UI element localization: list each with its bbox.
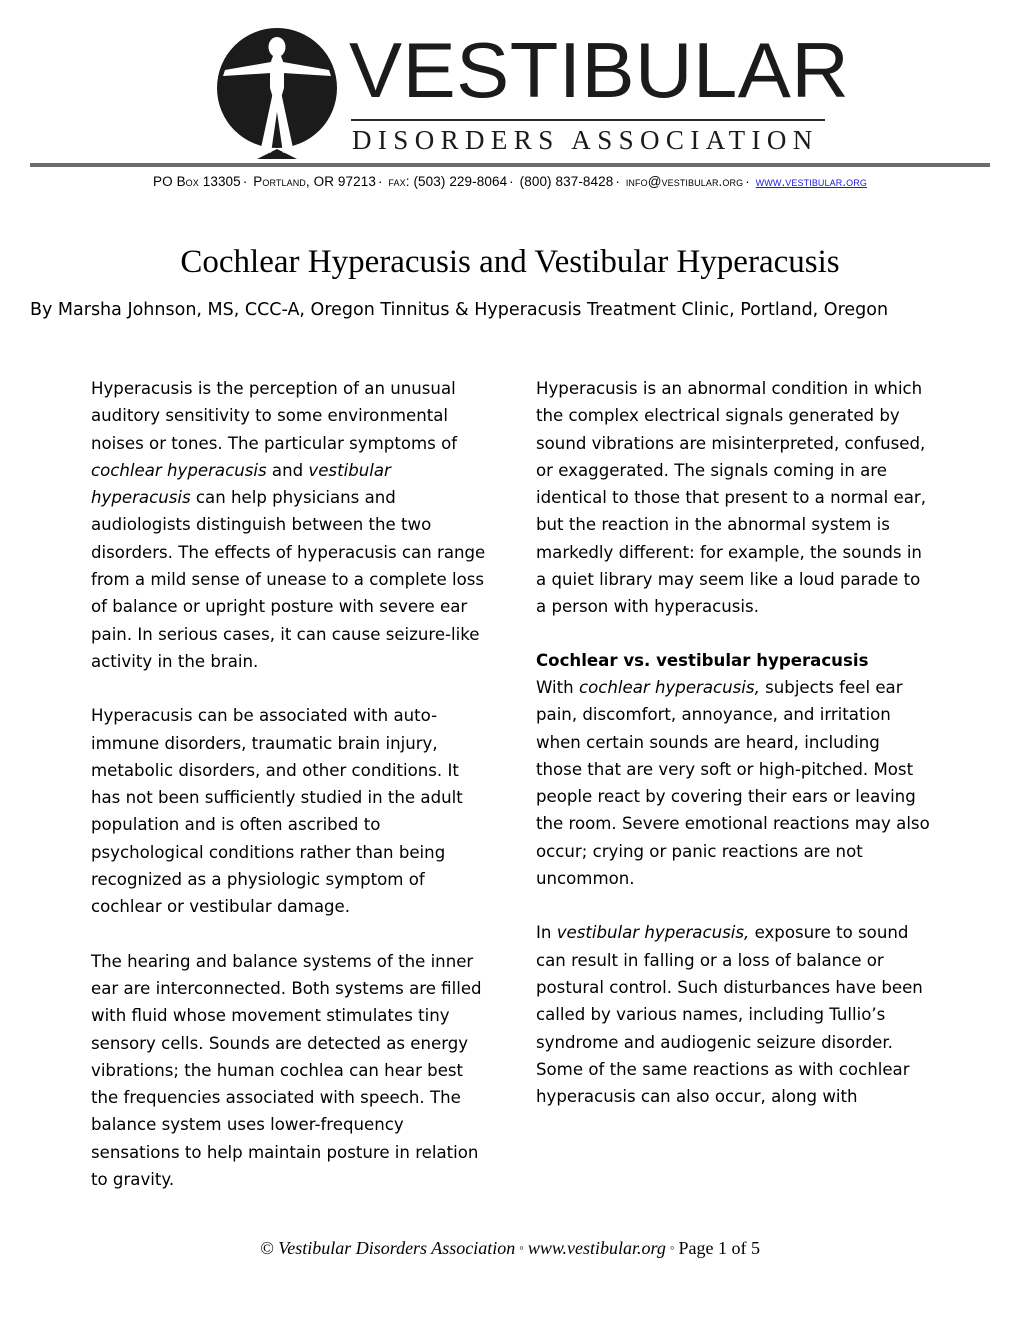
page-title: Cochlear Hyperacusis and Vestibular Hyperacusis <box>180 244 840 281</box>
wordmark-divider <box>351 119 825 121</box>
body-paragraph: Hyperacusis is the perception of an unusual auditory sensitivity to some environmental noises or tones. The particular symptoms of cochlear hyperacusis and vestibular hyperacusis can help physicians and audiologists distinguish between the two disorders. The effects of hyperacusis can range from a mild sense of unease to a complete loss of balance or upright posture with severe ear pain. In serious cases, it can cause seizure-like activity in the brain. <box>91 379 486 671</box>
city-state-zip-text: Portland, OR 97213 <box>253 174 376 189</box>
footer-website: www.vestibular.org <box>527 1238 666 1258</box>
vestibular-figure-logo-icon <box>213 26 341 160</box>
vda-wordmark <box>349 24 850 156</box>
body-paragraph: The hearing and balance systems of the inner ear are interconnected. Both systems are filled with fluid whose movement stimulates tiny sensory cells. Sounds are detected as energy vibrations; the human cochlea can hear best the frequencies associated with speech. The balance system uses lower-frequency sensations to help maintain posture in relation to gravity. <box>91 951 482 1190</box>
page-number-label: Page 1 of 5 <box>678 1238 760 1258</box>
footer-separator: ◦ <box>669 1240 675 1255</box>
page-footer <box>0 1238 1020 1259</box>
body-paragraph: In vestibular hyperacusis, exposure to sound can result in falling or a loss of balance or postural control. Such disturbances have been called by various names, including Tullio’s syndrome and audiogenic seizure disorder. Some of the same reactions as with cochlear hyperacusis can also occur, along with <box>536 923 923 1107</box>
organization-contact-line <box>0 174 1020 189</box>
section-heading: Cochlear vs. vestibular hyperacusis <box>536 650 869 670</box>
page-masthead <box>0 0 1020 160</box>
vda-logo <box>213 26 850 160</box>
separator-dot: · <box>509 174 514 189</box>
header-divider-rule <box>30 163 990 167</box>
footer-organization: Vestibular Disorders Association <box>278 1238 516 1258</box>
email-address: info@vestibular.org <box>625 174 744 189</box>
po-box-text: PO Box 13305 <box>153 174 241 189</box>
article-body <box>0 375 1020 1225</box>
footer-separator: ◦ <box>519 1240 524 1255</box>
wordmark-vestibular: VESTIBULAR <box>349 26 850 114</box>
wordmark-disorders-association: DISORDERS ASSOCIATION <box>352 125 819 155</box>
fax-number: (503) 229-8064 <box>413 174 508 189</box>
italic-term: vestibular hyperacusis <box>91 460 391 508</box>
separator-dot: · <box>377 174 383 189</box>
italic-term: cochlear hyperacusis <box>91 460 267 480</box>
author-byline: By Marsha Johnson, MS, CCC-A, Oregon Tinnitus & Hyperacusis Treatment Clinic, Portland, Oregon <box>30 300 889 320</box>
separator-dot: · <box>242 174 248 189</box>
website-link[interactable]: www.vestibular.org <box>755 174 867 189</box>
phone-number: (800) 837-8428 <box>519 174 614 189</box>
italic-term: vestibular hyperacusis, <box>556 923 750 943</box>
fax-label: fax: <box>388 174 410 189</box>
separator-dot: · <box>615 174 620 189</box>
body-column-left <box>91 375 486 1219</box>
body-column-right <box>536 375 931 1136</box>
body-paragraph: Hyperacusis can be associated with auto-immune disorders, traumatic brain injury, metabolic disorders, and other conditions. It has not been sufficiently studied in the adult population and is often ascribed to psychological conditions rather than being recognized as a physiologic symptom of cochlear or vestibular damage. <box>91 706 463 917</box>
italic-term: cochlear hyperacusis, <box>578 677 760 697</box>
copyright-symbol: © <box>260 1238 274 1258</box>
separator-dot: · <box>745 174 750 189</box>
body-paragraph: With cochlear hyperacusis, subjects feel ear pain, discomfort, annoyance, and irritation when certain sounds are heard, including those that are very soft or high-pitched. Most people react by covering their ears or leaving the room. Severe emotional reactions may also occur; crying or panic reactions are not uncommon. <box>536 677 930 889</box>
body-paragraph: Hyperacusis is an abnormal condition in which the complex electrical signals generated by sound vibrations are misinterpreted, confused, or exaggerated. The signals coming in are identical to those that present to a normal ear, but the reaction in the abnormal system is markedly different: for example, the sounds in a quiet library may seem like a loud parade to a person with hyperacusis. <box>536 379 926 617</box>
